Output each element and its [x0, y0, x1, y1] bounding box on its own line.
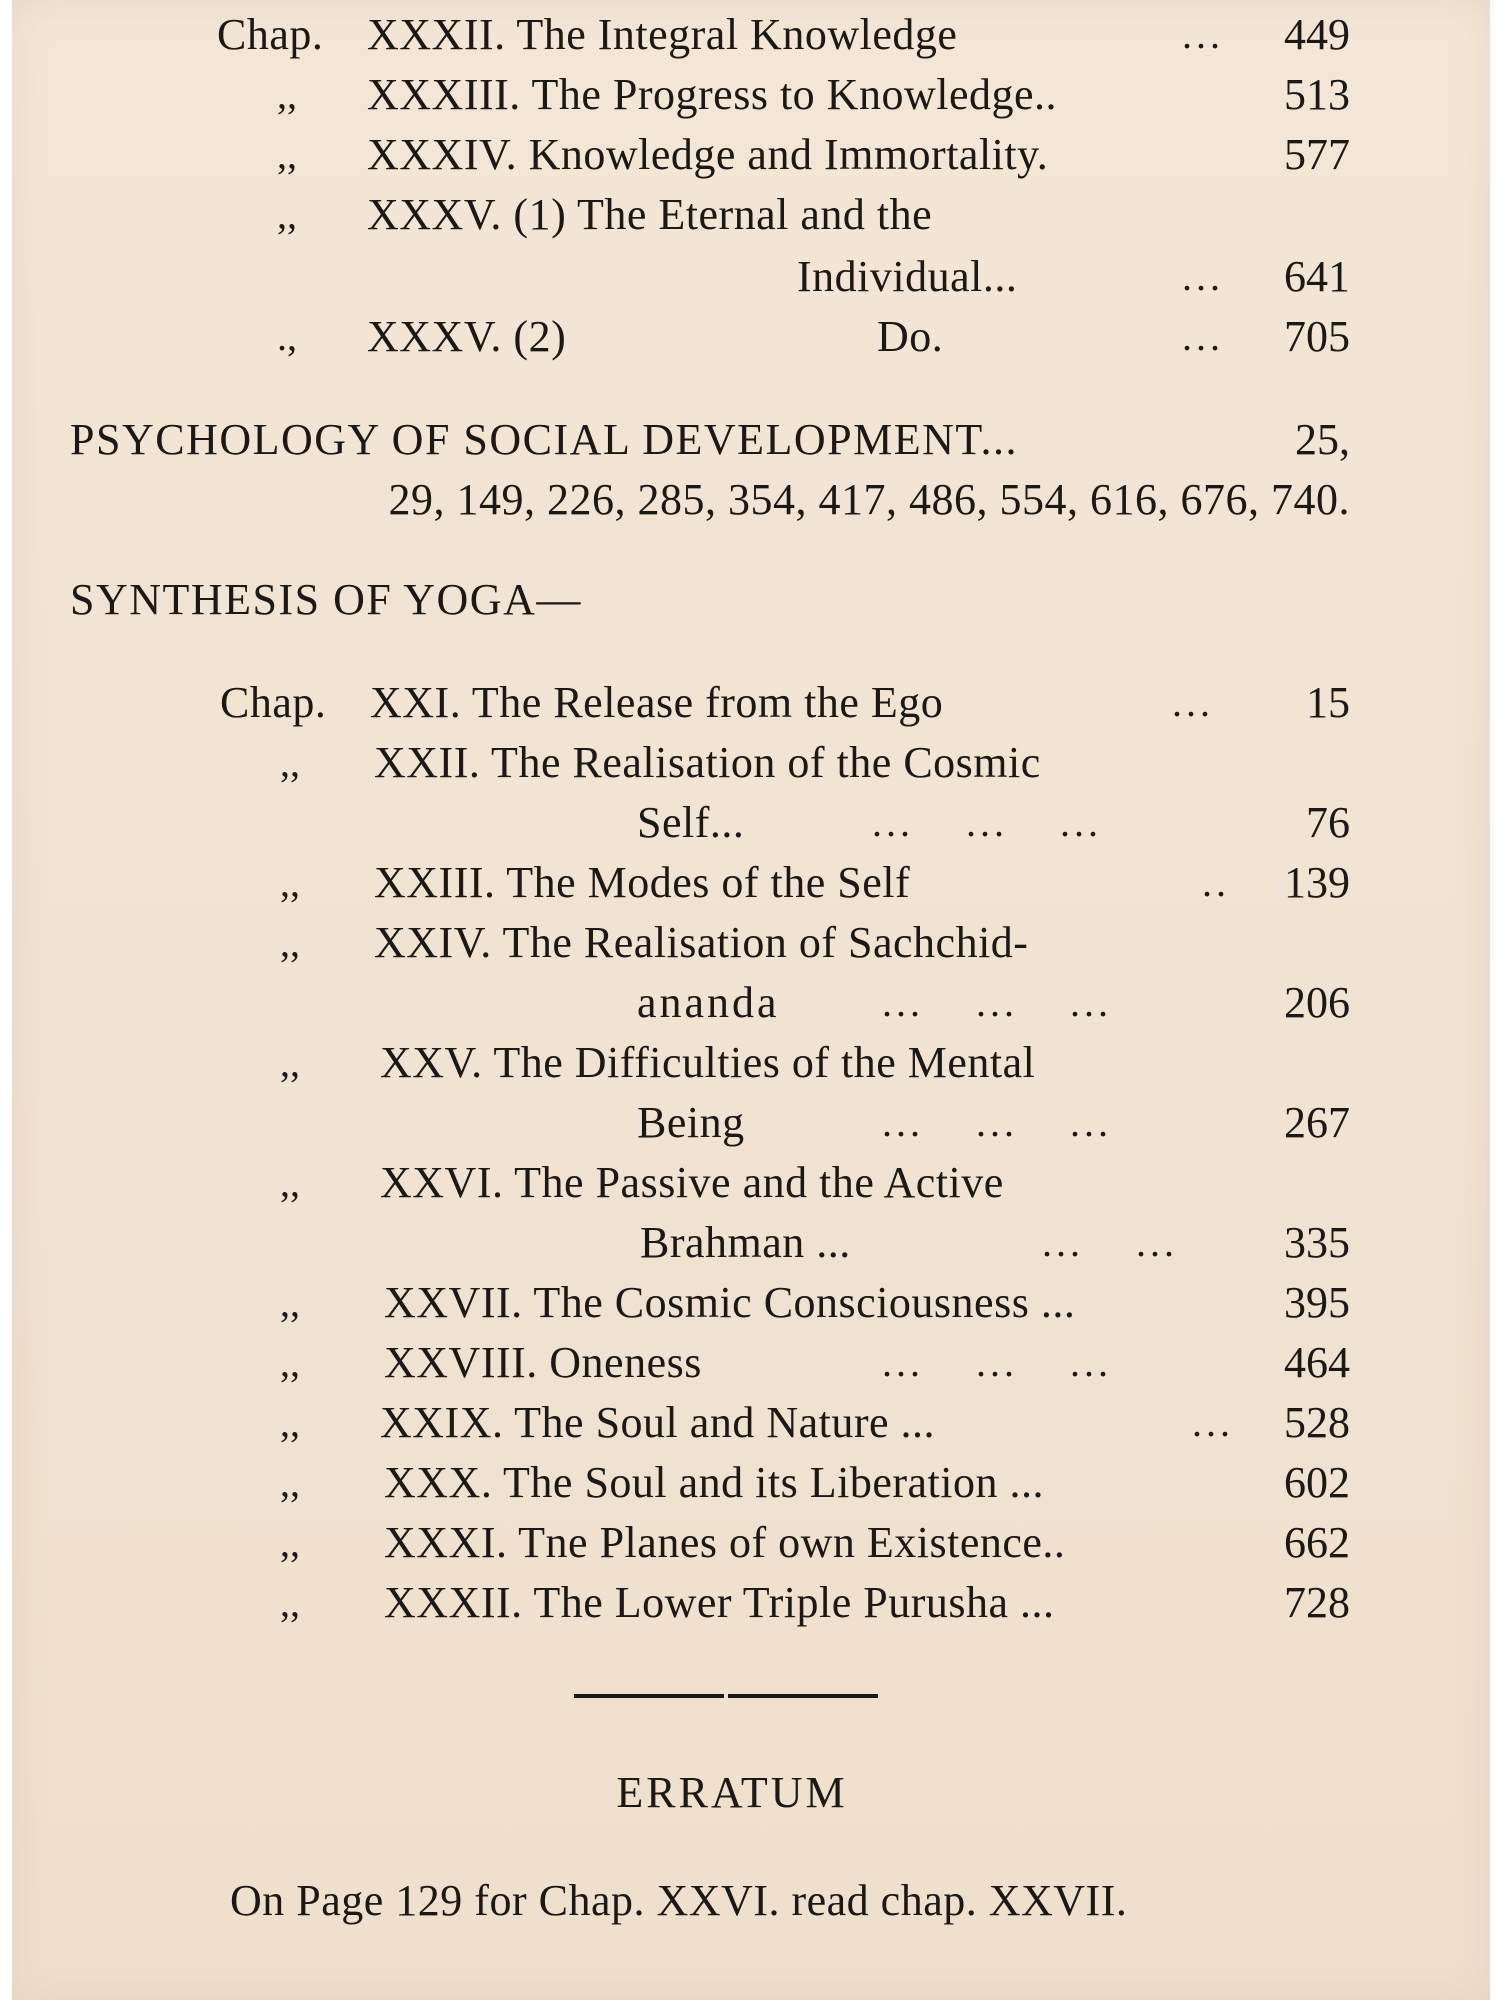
- leader-dots: ... ... ...: [882, 1340, 1112, 1385]
- ditto-mark: ,,: [280, 1580, 300, 1625]
- chapter-title-continued: Self...: [637, 798, 745, 847]
- leader-dots: ... ... ...: [882, 1100, 1112, 1145]
- section-heading: PSYCHOLOGY OF SOCIAL DEVELOPMENT...: [70, 415, 1019, 464]
- section-heading: SYNTHESIS OF YOGA—: [70, 575, 582, 624]
- chapter-title: XXXIV. Knowledge and Immortality.: [367, 130, 1049, 179]
- chapter-title: XXIV. The Realisation of Sachchid-: [374, 918, 1029, 967]
- chapter-title: XXXIII. The Progress to Knowledge..: [367, 70, 1058, 119]
- chapter-prefix: Chap.: [217, 10, 324, 59]
- ditto-mark: ,,: [277, 132, 297, 177]
- ditto-mark: ,,: [280, 1160, 300, 1205]
- page-number: 139: [1284, 858, 1350, 907]
- ditto-mark: ,,: [280, 1400, 300, 1445]
- page-number: 641: [1284, 252, 1350, 301]
- divider-rule-left: [574, 1694, 724, 1698]
- chapter-title-continued: Being: [637, 1098, 745, 1147]
- leader-dots: ...: [1182, 254, 1224, 299]
- leader-dots: ...: [1182, 12, 1224, 57]
- erratum-heading: ERRATUM: [616, 1768, 848, 1817]
- ditto-mark: ,,: [280, 1280, 300, 1325]
- leader-dots: ...: [1182, 314, 1224, 359]
- page-number: 449: [1284, 10, 1350, 59]
- page-number: 206: [1284, 978, 1350, 1027]
- chapter-title: XXI. The Release from the Ego: [370, 678, 944, 727]
- chapter-prefix: Chap.: [220, 678, 327, 727]
- ditto-mark: ,,: [277, 192, 297, 237]
- leader-dots: ... ... ...: [872, 800, 1102, 845]
- leader-dots: ... ... ...: [882, 980, 1112, 1025]
- chapter-title: XXXI. Tne Planes of own Existence..: [384, 1518, 1066, 1567]
- erratum-text: On Page 129 for Chap. XXVI. read chap. XXVII.: [230, 1876, 1128, 1925]
- chapter-title: XXXV. (2): [367, 312, 567, 361]
- page-number-list: 29, 149, 226, 285, 354, 417, 486, 554, 616, 676, 740.: [388, 475, 1350, 524]
- page-number: 577: [1284, 130, 1350, 179]
- ditto-mark: ,,: [280, 740, 300, 785]
- page-number: 267: [1284, 1098, 1350, 1147]
- leader-dots: ...: [1192, 1400, 1234, 1445]
- ditto-mark: ,,: [280, 1040, 300, 1085]
- ditto-word: Do.: [877, 312, 944, 361]
- ditto-mark: ,,: [280, 1340, 300, 1385]
- chapter-title: XXX. The Soul and its Liberation ...: [384, 1458, 1044, 1507]
- page-number: 76: [1306, 798, 1350, 847]
- ditto-mark: ,,: [280, 860, 300, 905]
- page-number: 528: [1284, 1398, 1350, 1447]
- chapter-title: XXXV. (1) The Eternal and the: [367, 190, 933, 239]
- chapter-title: XXVII. The Cosmic Consciousness ...: [384, 1278, 1076, 1327]
- leader-dots: ... ...: [1042, 1220, 1178, 1265]
- page-number: 464: [1284, 1338, 1350, 1387]
- chapter-title: XXV. The Difficulties of the Mental: [380, 1038, 1036, 1087]
- chapter-title: XXXII. The Lower Triple Purusha ...: [384, 1578, 1055, 1627]
- chapter-title: XXVIII. Oneness: [384, 1338, 702, 1387]
- leader-dots: ...: [1172, 680, 1214, 725]
- chapter-title: XXII. The Realisation of the Cosmic: [374, 738, 1041, 787]
- chapter-title: XXXII. The Integral Knowledge: [367, 10, 958, 59]
- ditto-mark: .,: [277, 314, 297, 359]
- page-number: 25,: [1295, 415, 1350, 464]
- chapter-title-continued: ananda: [637, 978, 780, 1027]
- divider-rule-right: [728, 1694, 878, 1698]
- ditto-mark: ,,: [280, 920, 300, 965]
- chapter-title: XXIX. The Soul and Nature ...: [380, 1398, 936, 1447]
- chapter-title-continued: Brahman ...: [640, 1218, 851, 1267]
- page-number: 395: [1284, 1278, 1350, 1327]
- ditto-mark: ,,: [277, 72, 297, 117]
- chapter-title-continued: Individual...: [797, 252, 1018, 301]
- page-number: 335: [1284, 1218, 1350, 1267]
- page-number: 602: [1284, 1458, 1350, 1507]
- ditto-mark: ,,: [280, 1460, 300, 1505]
- book-page: [12, 0, 1490, 2000]
- leader-dots: ..: [1202, 860, 1230, 905]
- page-number: 15: [1306, 678, 1350, 727]
- chapter-title: XXVI. The Passive and the Active: [380, 1158, 1004, 1207]
- page-number: 705: [1284, 312, 1350, 361]
- page-number: 728: [1284, 1578, 1350, 1627]
- chapter-title: XXIII. The Modes of the Self: [374, 858, 911, 907]
- page-number: 662: [1284, 1518, 1350, 1567]
- ditto-mark: ,,: [280, 1520, 300, 1565]
- page-number: 513: [1284, 70, 1350, 119]
